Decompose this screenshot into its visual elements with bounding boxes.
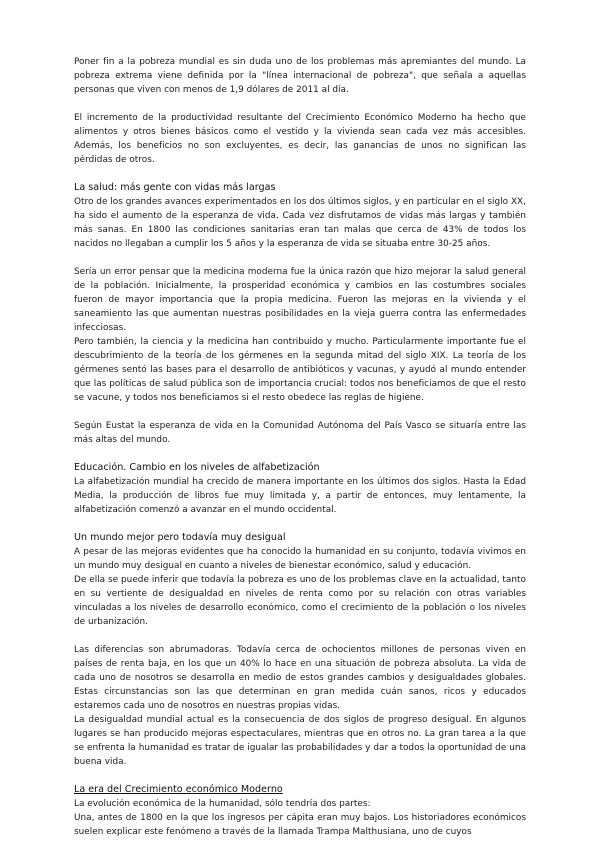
section-heading: La salud: más gente con vidas más largas bbox=[74, 182, 276, 193]
intro-paragraph-2: El incremento de la productividad resultante del Crecimiento Económico Moderno ha hecho que alimentos y otros bienes básicos como el vestido y la vivienda sean cada vez más accesibles. Además, los beneficios no son excluyentes, es decir, las ganancias de unos no significan las pérdidas de otros. bbox=[74, 113, 526, 165]
section-heading: La era del Crecimiento económico Moderno bbox=[74, 784, 283, 795]
section-inequality bbox=[74, 531, 526, 769]
section-heading: Un mundo mejor pero todavía muy desigual bbox=[74, 532, 286, 543]
section-paragraph: La desigualdad mundial actual es la consecuencia de dos siglos de progreso desigual. En algunos lugares se han producido mejoras espectaculares, mientras que en otros no. La gran tarea a la que se enfrenta la humanidad es tratar de igualar las probabilidades y dar a todos la oportunidad de una buena vida. bbox=[74, 715, 526, 767]
section-paragraph: Según Eustat la esperanza de vida en la Comunidad Autónoma del País Vasco se situaría entre las más altas del mundo. bbox=[74, 421, 526, 445]
section-paragraph: Sería un error pensar que la medicina moderna fue la única razón que hizo mejorar la salud general de la población. Inicialmente, la prosperidad económica y cambios en las costumbres sociales fueron de mayor importancia que la propia medicina. Fueron las mejoras en la vivienda y el saneamiento las que aumentan nuestras posibilidades en la vieja guerra contra las enfermedades infecciosas. bbox=[74, 267, 526, 333]
document-page bbox=[74, 55, 526, 839]
section-paragraph: Pero también, la ciencia y la medicina han contribuido y mucho. Particularmente importante fue el descubrimiento de la teoría de los gérmenes en la segunda mitad del siglo XIX. La teoría de los gérmenes sentó las bases para el desarrollo de antibióticos y vacunas, y ayudó al mundo entender que las políticas de salud pública son de importancia crucial: todos nos beneficiamos de que el resto se vacune, y todos nos beneficiamos si el resto obedece las reglas de higiene. bbox=[74, 337, 526, 403]
section-heading: Educación. Cambio en los niveles de alfabetización bbox=[74, 462, 320, 473]
section-paragraph: La alfabetización mundial ha crecido de manera importante en los últimos dos siglos. Hasta la Edad Media, la producción de libros fue muy limitada y, a partir de entonces, muy lentamente, la alfabetización comenzó a avanzar en el mundo occidental. bbox=[74, 477, 526, 515]
section-paragraph: De ella se puede inferir que todavía la pobreza es uno de los problemas clave en la actualidad, tanto en su vertiente de desigualdad en niveles de renta como por su relación con otras variables vinculadas a los niveles de desarrollo económico, como el crecimiento de la población o los niveles de urbanización. bbox=[74, 575, 526, 627]
section-paragraph: Una, antes de 1800 en la que los ingresos per cápita eran muy bajos. Los historiadores económicos suelen explicar este fenómeno a través de la llamada Trampa Malthusiana, uno de cuyos bbox=[74, 813, 526, 837]
section-paragraph: Otro de los grandes avances experimentados en los dos últimos siglos, y en particular en el siglo XX, ha sido el aumento de la esperanza de vida. Cada vez disfrutamos de vidas más largas y también más sanas. En 1800 las condiciones sanitarias eran tan malas que cerca de 43% de todos los nacidos no llegaban a cumplir los 5 años y la esperanza de vida se situaba entre 30-25 años. bbox=[74, 197, 526, 249]
section-health bbox=[74, 181, 526, 447]
section-paragraph: Las diferencias son abrumadoras. Todavía cerca de ochocientos millones de personas viven en países de renta baja, en los que un 40% lo hace en una situación de pobreza absoluta. La vida de cada uno de nosotros se desarrolla en medio de estos grandes cambios y desigualdades globales. Estas circunstancias son las que determinan en gran medida cuán sanos, ricos y educados estaremos cada uno de nosotros en nuestras propias vidas. bbox=[74, 645, 526, 711]
section-paragraph: A pesar de las mejoras evidentes que ha conocido la humanidad en su conjunto, todavía vivimos en un mundo muy desigual en cuanto a niveles de bienestar económico, salud y educación. bbox=[74, 547, 526, 571]
section-education bbox=[74, 461, 526, 517]
intro-paragraph-1: Poner fin a la pobreza mundial es sin duda uno de los problemas más apremiantes del mundo. La pobreza extrema viene definida por la "línea internacional de pobreza", que señala a aquellas personas que viven con menos de 1,9 dólares de 2011 al día. bbox=[74, 57, 526, 95]
section-modern-growth bbox=[74, 783, 526, 839]
section-paragraph: La evolución económica de la humanidad, sólo tendría dos partes: bbox=[74, 799, 371, 809]
